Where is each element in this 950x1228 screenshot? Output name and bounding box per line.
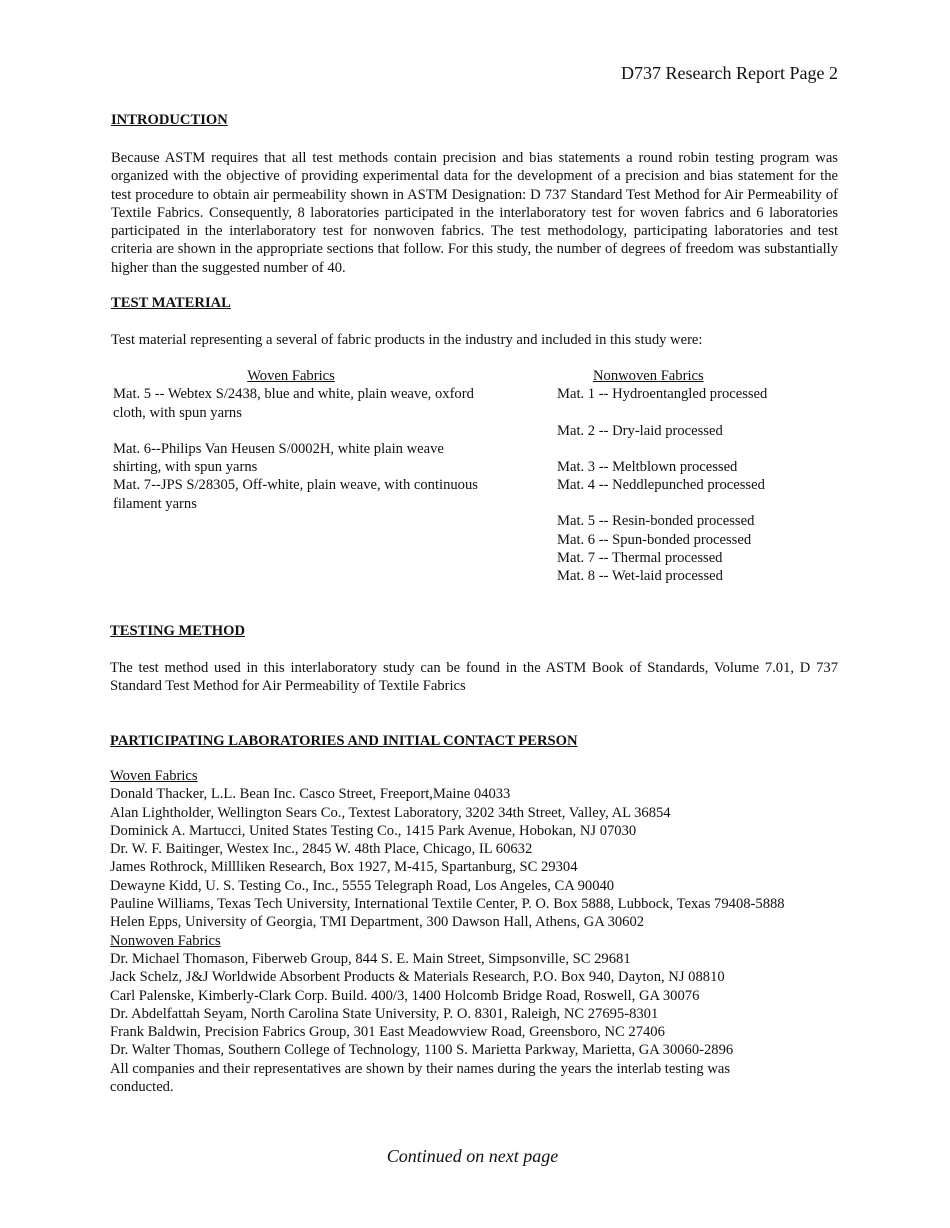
nonwoven-material-item: Mat. 2 -- Dry-laid processed bbox=[557, 422, 723, 439]
introduction-body: Because ASTM requires that all test methods contain precision and bias statements a round robin testing program was organized with the objective of providing experimental data for the development of a precision and bias statement for the test procedure to obtain air permeability shown in ASTM Designation: D 737 Standard Test Method for Air Permeability of Textile Fabrics. Consequently, 8 laboratories participated in the interlaboratory test for woven fabrics and 6 laboratories participated in the interlaboratory test for nonwoven fabrics. The test methodology, participating laboratories and test criteria are shown in the appropriate sections that follow. For this study, the number of degrees of freedom was substantially higher than the suggested number of 40. bbox=[111, 150, 838, 276]
labs-woven-title: Woven Fabrics bbox=[110, 768, 198, 784]
nonwoven-fabrics-column bbox=[557, 367, 847, 586]
woven-fabrics-column bbox=[113, 367, 483, 513]
nonwoven-material-item: Mat. 1 -- Hydroentangled processed bbox=[557, 386, 768, 403]
test-material-intro: Test material representing a several of fabric products in the industry and included in this study were: bbox=[111, 332, 703, 348]
lab-entry: James Rothrock, Millliken Research, Box 1927, M-415, Spartanburg, SC 29304 bbox=[110, 859, 578, 876]
woven-fabrics-title: Woven Fabrics bbox=[247, 368, 335, 384]
woven-material-item: Mat. 6--Philips Van Heusen S/0002H, white plain weave shirting, with spun yarns bbox=[113, 440, 444, 476]
lab-entry: Alan Lightholder, Wellington Sears Co., Textest Laboratory, 3202 34th Street, Valley, AL 36854 bbox=[110, 804, 671, 821]
testing-method-heading: TESTING METHOD bbox=[110, 623, 246, 639]
lab-entry: Helen Epps, University of Georgia, TMI Department, 300 Dawson Hall, Athens, GA 30602 bbox=[110, 914, 645, 931]
nonwoven-material-item: Mat. 5 -- Resin-bonded processed bbox=[557, 513, 755, 530]
testing-method-body: The test method used in this interlaboratory study can be found in the ASTM Book of Standards, Volume 7.01, D 737 Standard Test Method for Air Permeability of Textile Fabrics bbox=[110, 660, 838, 695]
lab-entry: Donald Thacker, L.L. Bean Inc. Casco Street, Freeport,Maine 04033 bbox=[110, 786, 511, 803]
lab-entry: Dewayne Kidd, U. S. Testing Co., Inc., 5555 Telegraph Road, Los Angeles, CA 90040 bbox=[110, 877, 615, 894]
lab-entry: Dr. Walter Thomas, Southern College of Technology, 1100 S. Marietta Parkway, Marietta, GA 30060-2896 bbox=[110, 1042, 734, 1059]
continued-footer: Continued on next page bbox=[386, 1146, 559, 1166]
lab-entry: Jack Schelz, J&J Worldwide Absorbent Products & Materials Research, P.O. Box 940, Dayton, NJ 08810 bbox=[110, 969, 725, 986]
labs-heading: PARTICIPATING LABORATORIES AND INITIAL CONTACT PERSON bbox=[110, 733, 578, 749]
lab-entry: Frank Baldwin, Precision Fabrics Group, 301 East Meadowview Road, Greensboro, NC 27406 bbox=[110, 1024, 665, 1041]
lab-entry: Pauline Williams, Texas Tech University, International Textile Center, P. O. Box 5888, Lubbock, Texas 79408-5888 bbox=[110, 896, 785, 913]
introduction-heading: INTRODUCTION bbox=[111, 112, 228, 128]
lab-entry: Dr. W. F. Baitinger, Westex Inc., 2845 W. 48th Place, Chicago, IL 60632 bbox=[110, 841, 533, 858]
nonwoven-material-item: Mat. 4 -- Neddlepunched processed bbox=[557, 477, 765, 494]
nonwoven-material-item: Mat. 8 -- Wet-laid processed bbox=[557, 568, 723, 585]
lab-entry: Dominick A. Martucci, United States Testing Co., 1415 Park Avenue, Hobokan, NJ 07030 bbox=[110, 822, 637, 839]
nonwoven-fabrics-title: Nonwoven Fabrics bbox=[593, 368, 704, 384]
lab-entry: Dr. Michael Thomason, Fiberweb Group, 844 S. E. Main Street, Simpsonville, SC 29681 bbox=[110, 950, 631, 967]
page-header: D737 Research Report Page 2 bbox=[621, 63, 838, 83]
labs-list bbox=[110, 767, 830, 1096]
lab-entry: Carl Palenske, Kimberly-Clark Corp. Build. 400/3, 1400 Holcomb Bridge Road, Roswell, GA 30076 bbox=[110, 987, 700, 1004]
woven-material-item: Mat. 5 -- Webtex S/2438, blue and white, plain weave, oxford cloth, with spun yarns bbox=[113, 386, 474, 421]
nonwoven-material-item: Mat. 7 -- Thermal processed bbox=[557, 550, 723, 567]
lab-entry: Dr. Abdelfattah Seyam, North Carolina State University, P. O. 8301, Raleigh, NC 27695-8301 bbox=[110, 1005, 659, 1022]
woven-material-item: Mat. 7--JPS S/28305, Off-white, plain weave, with continuous filament yarns bbox=[113, 477, 478, 512]
labs-nonwoven-title: Nonwoven Fabrics bbox=[110, 932, 221, 949]
nonwoven-material-item: Mat. 6 -- Spun-bonded processed bbox=[557, 531, 752, 548]
nonwoven-material-item: Mat. 3 -- Meltblown processed bbox=[557, 458, 738, 475]
test-material-heading: TEST MATERIAL bbox=[111, 295, 231, 311]
labs-note: All companies and their representatives are shown by their names during the years the interlab testing was conducted. bbox=[110, 1060, 731, 1096]
